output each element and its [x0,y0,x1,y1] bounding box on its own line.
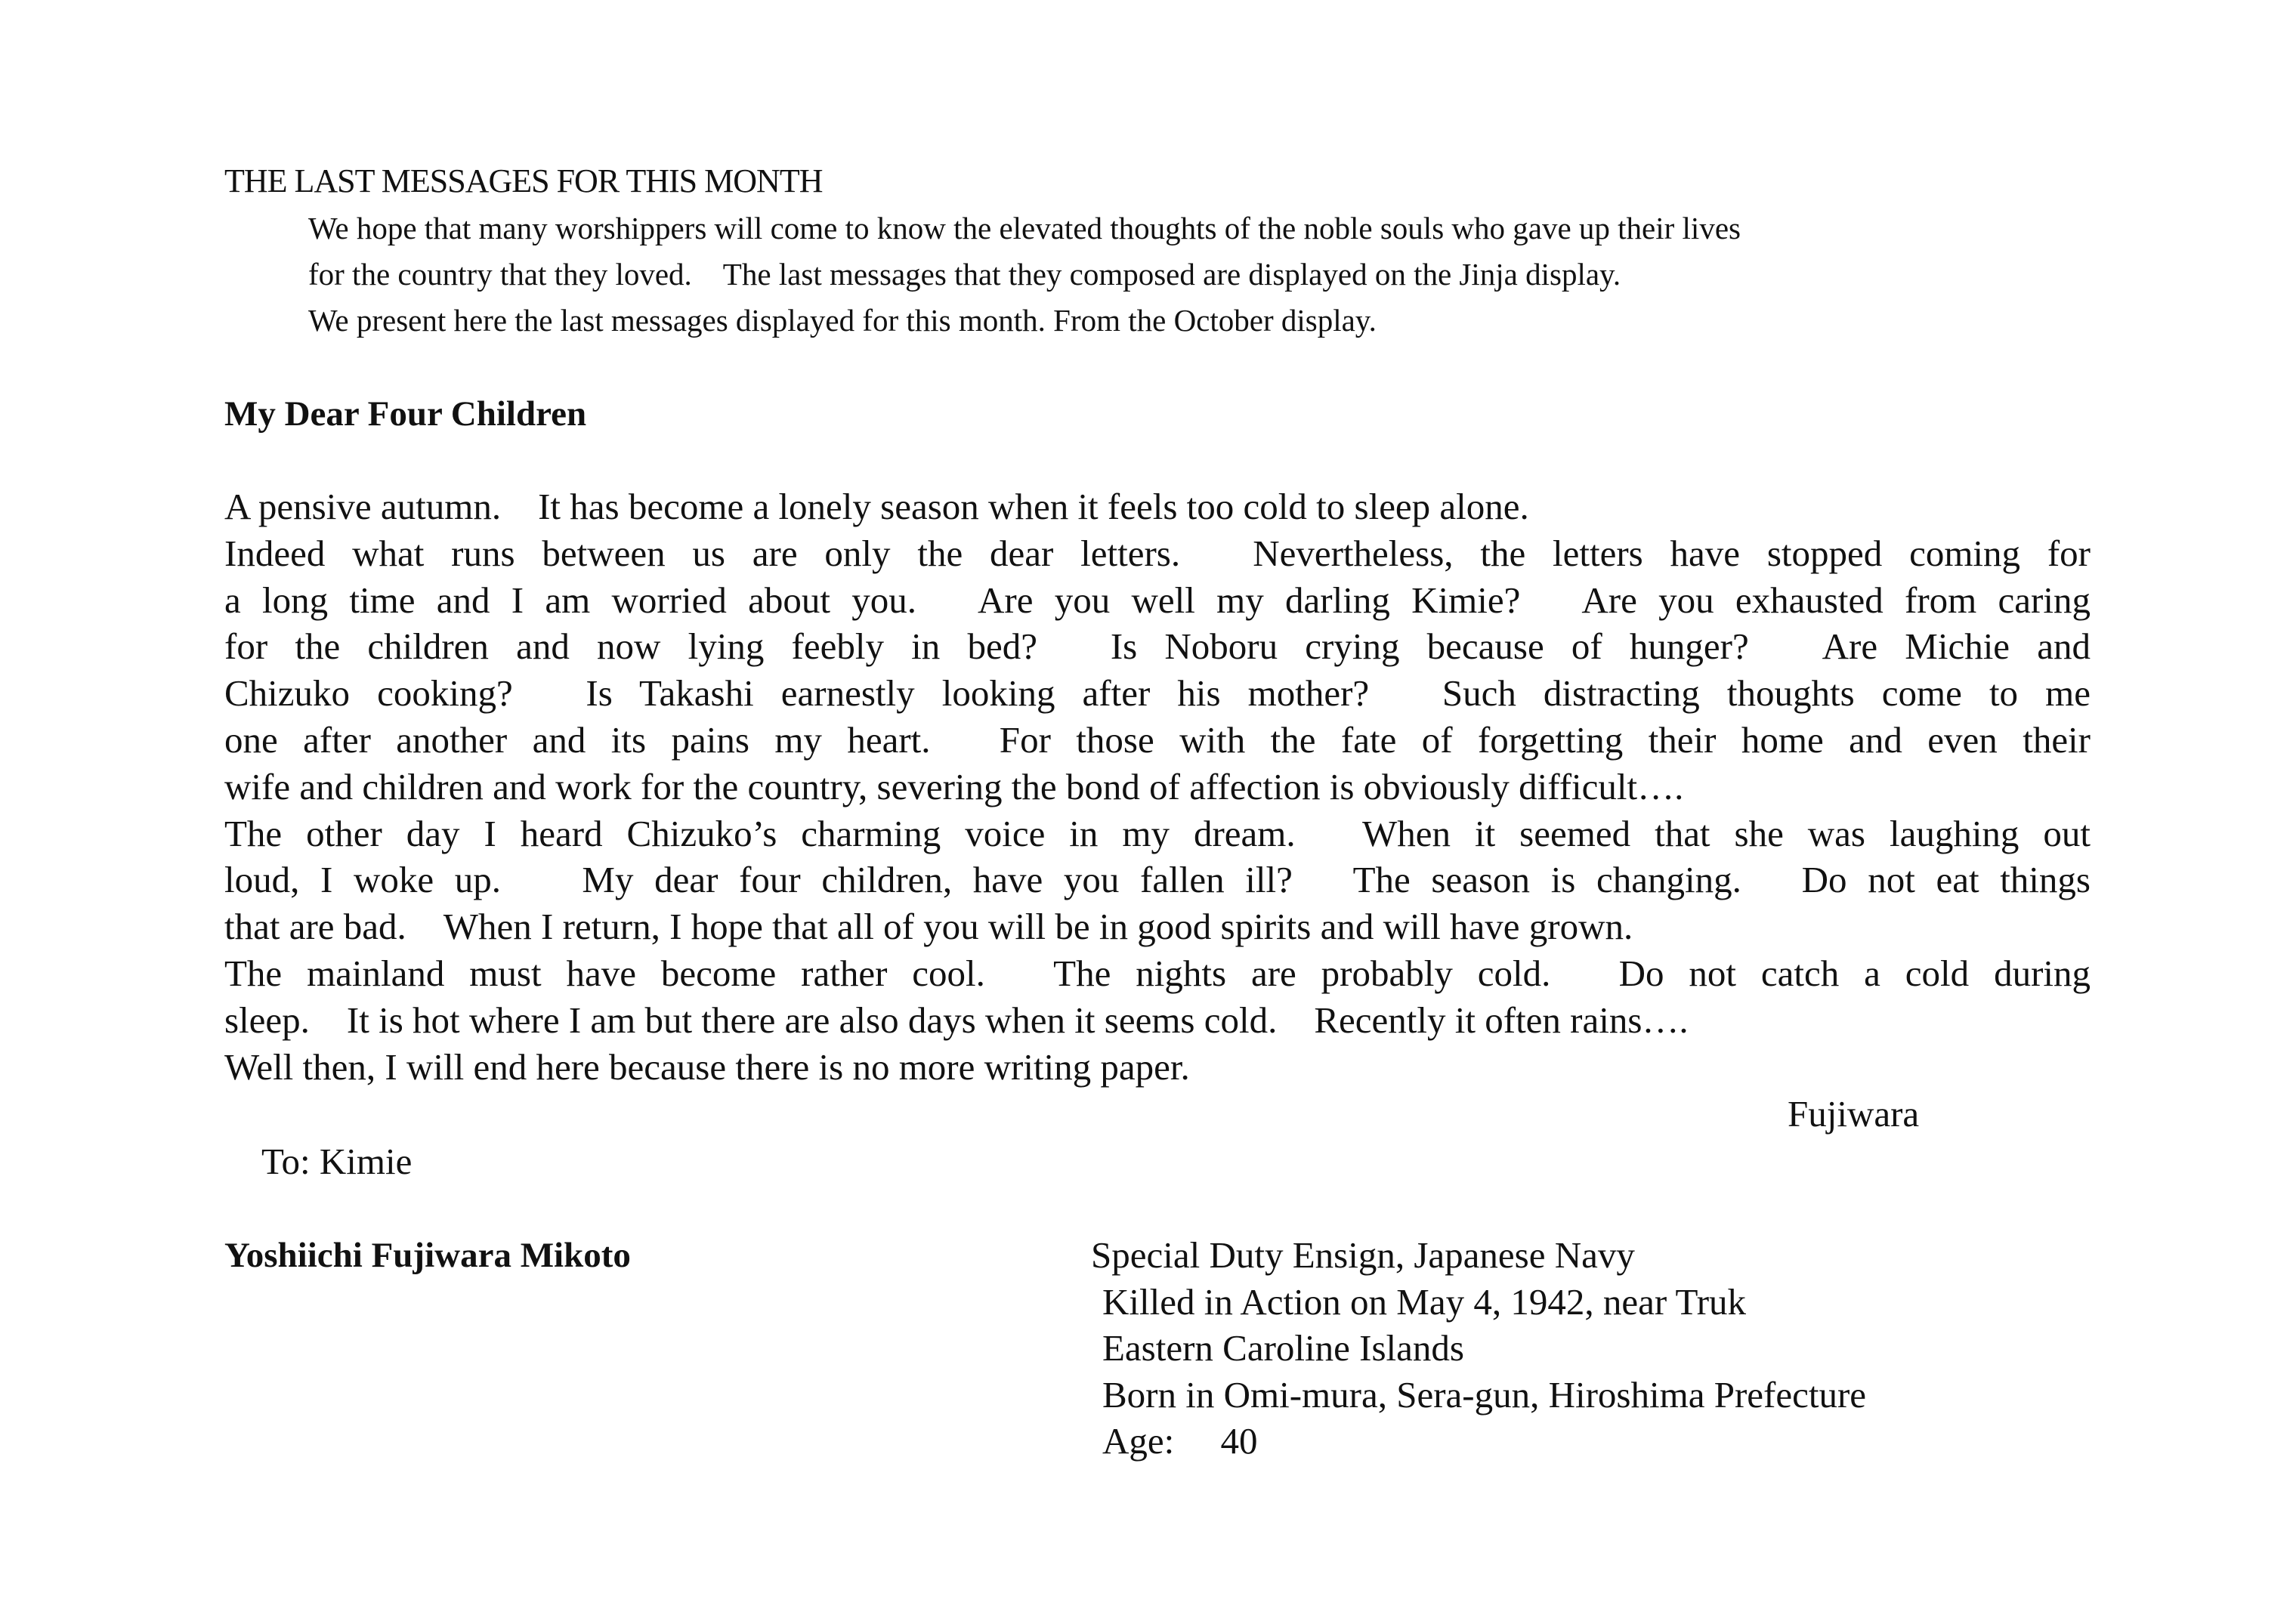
author-name: Yoshiichi Fujiwara Mikoto [224,1236,631,1275]
section-title: THE LAST MESSAGES FOR THIS MONTH [224,162,823,199]
intro-paragraph [308,205,2121,344]
letter-line: The mainland must have become rather cool. The nights are probably cold. Do not catch a cold during [224,952,2091,994]
author-death: Killed in Action on May 4, 1942, near Truk [1102,1280,1747,1323]
letter-line: one after another and its pains my heart. For those with the fate of forgetting their home and even their [224,718,2091,761]
author-location: Eastern Caroline Islands [1102,1327,1464,1369]
author-birthplace: Born in Omi-mura, Sera-gun, Hiroshima Prefecture [1102,1373,1867,1416]
letter-line: The other day I heard Chizuko’s charming voice in my dream. When it seemed that she was laughing out [224,812,2091,854]
letter-line: sleep. It is hot where I am but there are also days when it seems cold. Recently it often rains…. [224,999,1689,1041]
letter-recipient: To: Kimie [261,1141,413,1182]
letter-line: for the children and now lying feebly in bed? Is Noboru crying because of hunger? Are Michie and [224,625,2091,668]
letter-signature: Fujiwara [1788,1093,1920,1135]
author-rank: Special Duty Ensign, Japanese Navy [1091,1234,1635,1276]
letter-line: a long time and I am worried about you. Are you well my darling Kimie? Are you exhausted from caring [224,579,2091,621]
intro-line: for the country that they loved. The last messages that they composed are displayed on the Jinja display. [308,257,1621,292]
letter-line: A pensive autumn. It has become a lonely season when it feels too cold to sleep alone. [224,486,1529,527]
letter-line: Chizuko cooking? Is Takashi earnestly looking after his mother? Such distracting thoughts come to me [224,672,2091,715]
letter-line: Indeed what runs between us are only the dear letters. Nevertheless, the letters have stopped coming for [224,532,2091,574]
letter-line: wife and children and work for the country, severing the bond of affection is obviously difficult…. [224,765,1684,807]
letter-line: that are bad. When I return, I hope that all of you will be in good spirits and will have grown. [224,906,1633,948]
letter-body [224,483,2091,1090]
letter-line: loud, I woke up. My dear four children, have you fallen ill? The season is changing. Do not eat things [224,859,2091,901]
letter-title: My Dear Four Children [224,394,587,434]
author-details [1091,1232,1866,1465]
author-age: Age: 40 [1102,1420,1258,1462]
intro-line: We hope that many worshippers will come to know the elevated thoughts of the noble souls who gave up their lives [308,211,1741,245]
intro-line: We present here the last messages displayed for this month. From the October display. [308,303,1377,338]
letter-line: Well then, I will end here because there is no more writing paper. [224,1045,1190,1088]
